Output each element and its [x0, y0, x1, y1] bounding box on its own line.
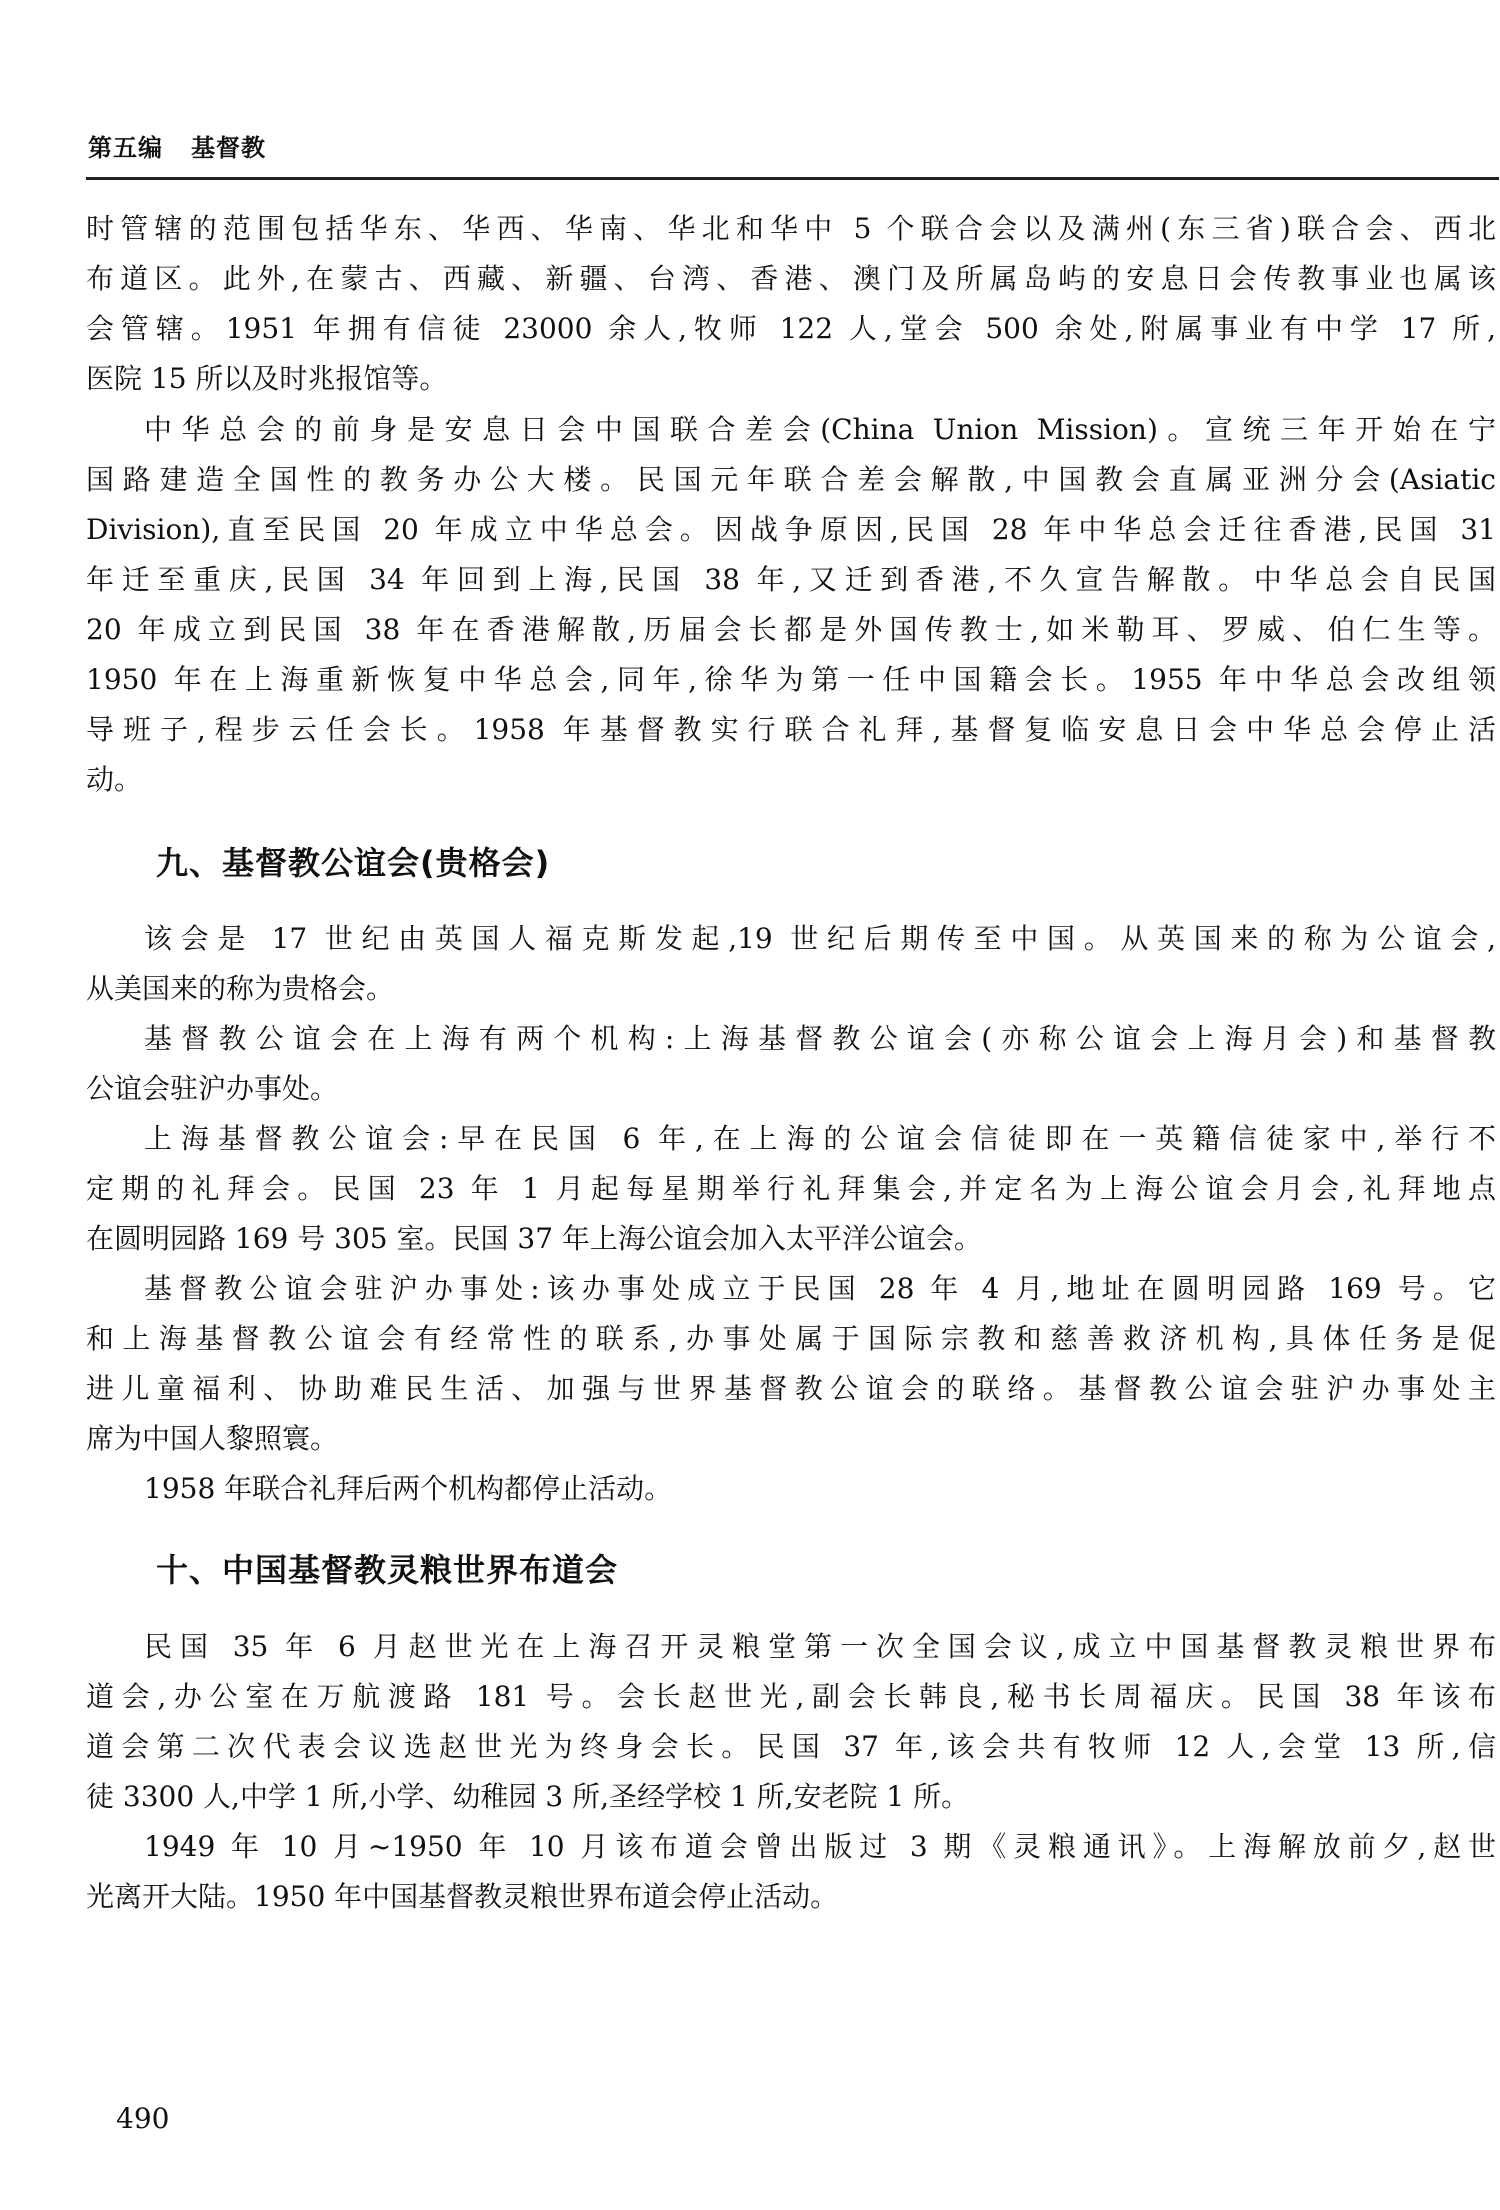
text-line: 医院 15 所以及时兆报馆等。: [86, 362, 448, 395]
text-line: 定期的礼拜会。民国 23 年 1 月起每星期举行礼拜集会,并定名为上海公谊会月会,礼拜地点: [86, 1172, 1496, 1205]
text-line: 道会第二次代表会议选赵世光为终身会长。民国 37 年,该会共有牧师 12 人,会堂 13 所,信: [86, 1730, 1496, 1763]
text-line: 1958 年联合礼拜后两个机构都停止活动。: [144, 1472, 673, 1505]
section-heading: 九、基督教公谊会(贵格会): [156, 844, 551, 882]
text-line: 徒 3300 人,中学 1 所,小学、幼稚园 3 所,圣经学校 1 所,安老院 1 所。: [86, 1780, 970, 1813]
text-line: 基督教公谊会在上海有两个机构:上海基督教公谊会(亦称公谊会上海月会)和基督教: [144, 1022, 1496, 1055]
text-line: 从美国来的称为贵格会。: [86, 972, 395, 1005]
running-header-part: 第五编: [88, 134, 163, 162]
text-line: 1949 年 10 月~1950 年 10 月该布道会曾出版过 3 期《灵粮通讯》。上海解放前夕,赵世: [144, 1830, 1496, 1863]
text-line: 和上海基督教公谊会有经常性的联系,办事处属于国际宗教和慈善救济机构,具体任务是促: [86, 1322, 1496, 1355]
text-line: 年迁至重庆,民国 34 年回到上海,民国 38 年,又迁到香港,不久宣告解散。中华总会自民国: [86, 563, 1496, 596]
text-line: 时管辖的范围包括华东、华西、华南、华北和华中 5 个联合会以及满州(东三省)联合会、西北: [86, 212, 1496, 245]
text-line: 基督教公谊会驻沪办事处:该办事处成立于民国 28 年 4 月,地址在圆明园路 169 号。它: [144, 1272, 1496, 1305]
text-line: 光离开大陆。1950 年中国基督教灵粮世界布道会停止活动。: [86, 1880, 839, 1913]
text-line: 上海基督教公谊会:早在民国 6 年,在上海的公谊会信徒即在一英籍信徒家中,举行不: [144, 1122, 1496, 1155]
text-line: 在圆明园路 169 号 305 室。民国 37 年上海公谊会加入太平洋公谊会。: [86, 1222, 982, 1255]
text-line: 公谊会驻沪办事处。: [86, 1072, 339, 1105]
running-header-title: 基督教: [191, 134, 266, 162]
header-rule: [86, 177, 1499, 180]
text-line: 进儿童福利、协助难民生活、加强与世界基督教公谊会的联络。基督教公谊会驻沪办事处主: [86, 1372, 1496, 1405]
text-line: 导班子,程步云任会长。1958 年基督教实行联合礼拜,基督复临安息日会中华总会停止活: [86, 713, 1496, 746]
text-line: Division),直至民国 20 年成立中华总会。因战争原因,民国 28 年中华总会迁往香港,民国 31: [86, 513, 1496, 546]
running-header: [88, 128, 266, 163]
text-line: 道会,办公室在万航渡路 181 号。会长赵世光,副会长韩良,秘书长周福庆。民国 38 年该布: [86, 1680, 1496, 1713]
text-line: 1950 年在上海重新恢复中华总会,同年,徐华为第一任中国籍会长。1955 年中华总会改组领: [86, 663, 1496, 696]
text-line: 动。: [86, 763, 143, 796]
text-line: 中华总会的前身是安息日会中国联合差会(China Union Mission)。宣统三年开始在宁: [144, 413, 1496, 446]
section-heading: 十、中国基督教灵粮世界布道会: [156, 1551, 619, 1589]
text-line: 20 年成立到民国 38 年在香港解散,历届会长都是外国传教士,如米勒耳、罗威、伯仁生等。: [86, 613, 1496, 646]
text-line: 民国 35 年 6 月赵世光在上海召开灵粮堂第一次全国会议,成立中国基督教灵粮世界布: [144, 1630, 1496, 1663]
text-line: 布道区。此外,在蒙古、西藏、新疆、台湾、香港、澳门及所属岛屿的安息日会传教事业也属该: [86, 262, 1496, 295]
text-line: 该会是 17 世纪由英国人福克斯发起,19 世纪后期传至中国。从英国来的称为公谊会,: [144, 922, 1496, 955]
text-line: 国路建造全国性的教务办公大楼。民国元年联合差会解散,中国教会直属亚洲分会(Asiatic: [86, 463, 1496, 496]
page-number: 490: [116, 2102, 170, 2135]
text-line: 席为中国人黎照寰。: [86, 1422, 339, 1455]
text-line: 会管辖。1951 年拥有信徒 23000 余人,牧师 122 人,堂会 500 余处,附属事业有中学 17 所,: [86, 312, 1496, 345]
